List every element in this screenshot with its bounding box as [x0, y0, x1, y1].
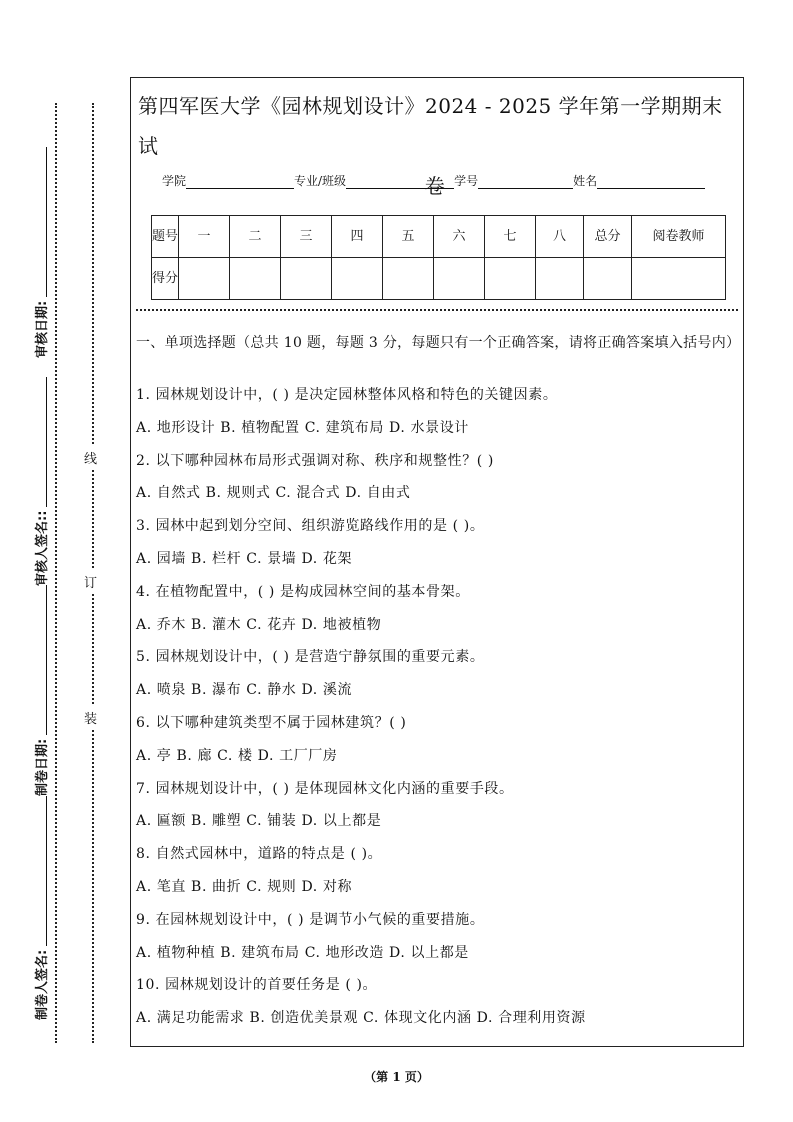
score-header-cell: 八 — [536, 216, 584, 258]
score-header-cell: 五 — [383, 216, 434, 258]
major-label: 专业/班级 — [294, 174, 347, 188]
score-row-label: 得分 — [152, 258, 179, 300]
binding-char-xian: 线 — [84, 446, 97, 469]
score-header-cell: 六 — [434, 216, 485, 258]
score-cell[interactable] — [383, 258, 434, 300]
binding-char-ding: 订 — [84, 570, 97, 593]
maker-date-label: 制卷日期: — [34, 738, 50, 796]
student-info-row — [162, 172, 705, 189]
score-header-cell: 四 — [332, 216, 383, 258]
score-header-cell: 二 — [230, 216, 281, 258]
question-stem: 5. 园林规划设计中，( ) 是营造宁静氛围的重要元素。 — [136, 649, 485, 666]
score-cell[interactable] — [632, 258, 726, 300]
question-stem: 2. 以下哪种园林布局形式强调对称、秩序和规整性？( ) — [136, 452, 494, 469]
score-header-cell: 总分 — [584, 216, 632, 258]
reviewer-date-label: 审核日期: — [34, 300, 50, 358]
score-table — [151, 215, 726, 300]
question-stem: 10. 园林规划设计的首要任务是 ( )。 — [136, 977, 378, 994]
question-stem: 4. 在植物配置中，( ) 是构成园林空间的基本骨架。 — [136, 583, 470, 600]
college-input[interactable] — [186, 176, 294, 189]
question-options: A. 地形设计 B. 植物配置 C. 建筑布局 D. 水景设计 — [136, 419, 469, 436]
score-cell[interactable] — [281, 258, 332, 300]
question-options: A. 喷泉 B. 瀑布 C. 静水 D. 溪流 — [136, 682, 353, 699]
name-label: 姓名 — [573, 174, 598, 188]
score-header-cell: 七 — [485, 216, 536, 258]
question-options: A. 笔直 B. 曲折 C. 规则 D. 对称 — [136, 878, 353, 895]
score-header-cell: 题号 — [152, 216, 179, 258]
score-table-score-row — [152, 258, 726, 300]
score-cell[interactable] — [485, 258, 536, 300]
dotted-separator — [136, 309, 738, 311]
college-label: 学院 — [162, 174, 187, 188]
question-stem: 7. 园林规划设计中，( ) 是体现园林文化内涵的重要手段。 — [136, 780, 514, 797]
section-heading: 一、单项选择题（总共 10 题，每题 3 分，每题只有一个正确答案，请将正确答案填入括号内） — [136, 335, 741, 351]
reviewer-sign-label: 审核人签名:: — [34, 510, 50, 586]
question-options: A. 园墙 B. 栏杆 C. 景墙 D. 花架 — [136, 550, 353, 567]
student-id-input[interactable] — [478, 176, 573, 189]
question-stem: 9. 在园林规划设计中，( ) 是调节小气候的重要措施。 — [136, 911, 485, 928]
exam-title-line1: 第四军医大学《园林规划设计》2024 - 2025 学年第一学期期末试 — [138, 94, 723, 158]
question-options: A. 亭 B. 廊 C. 楼 D. 工厂厂房 — [136, 747, 338, 764]
score-cell[interactable] — [434, 258, 485, 300]
score-cell[interactable] — [584, 258, 632, 300]
question-options: A. 匾额 B. 雕塑 C. 铺装 D. 以上都是 — [136, 813, 382, 830]
maker-sign-field[interactable] — [20, 600, 60, 1020]
score-header-cell: 三 — [281, 216, 332, 258]
name-input[interactable] — [597, 176, 705, 189]
score-header-cell: 一 — [179, 216, 230, 258]
question-options: A. 植物种植 B. 建筑布局 C. 地形改造 D. 以上都是 — [136, 944, 469, 961]
question-options: A. 乔木 B. 灌木 C. 花卉 D. 地被植物 — [136, 616, 382, 633]
question-stem: 1. 园林规划设计中，( ) 是决定园林整体风格和特色的关键因素。 — [136, 387, 558, 403]
exam-title-line2: 卷 — [424, 174, 446, 198]
score-cell[interactable] — [332, 258, 383, 300]
maker-sign-underline — [34, 796, 47, 946]
question-options: A. 自然式 B. 规则式 C. 混合式 D. 自由式 — [136, 485, 411, 502]
score-cell[interactable] — [536, 258, 584, 300]
page-number: （第 1 页） — [364, 1070, 429, 1084]
question-stem: 6. 以下哪种建筑类型不属于园林建筑？( ) — [136, 714, 407, 731]
question-list — [136, 384, 740, 1040]
binding-char-zhuang: 装 — [84, 706, 97, 729]
maker-sign-label: 制卷人签名: — [34, 949, 50, 1020]
score-cell[interactable] — [230, 258, 281, 300]
score-cell[interactable] — [179, 258, 230, 300]
student-id-label: 学号 — [454, 174, 479, 188]
major-input[interactable] — [346, 176, 454, 189]
score-header-cell: 阅卷教师 — [632, 216, 726, 258]
question-stem: 3. 园林中起到划分空间、组织游览路线作用的是 ( )。 — [136, 518, 485, 535]
question-options: A. 满足功能需求 B. 创造优美景观 C. 体现文化内涵 D. 合理利用资源 — [136, 1010, 586, 1027]
question-stem: 8. 自然式园林中，道路的特点是 ( )。 — [136, 846, 383, 863]
score-table-header-row — [152, 216, 726, 258]
